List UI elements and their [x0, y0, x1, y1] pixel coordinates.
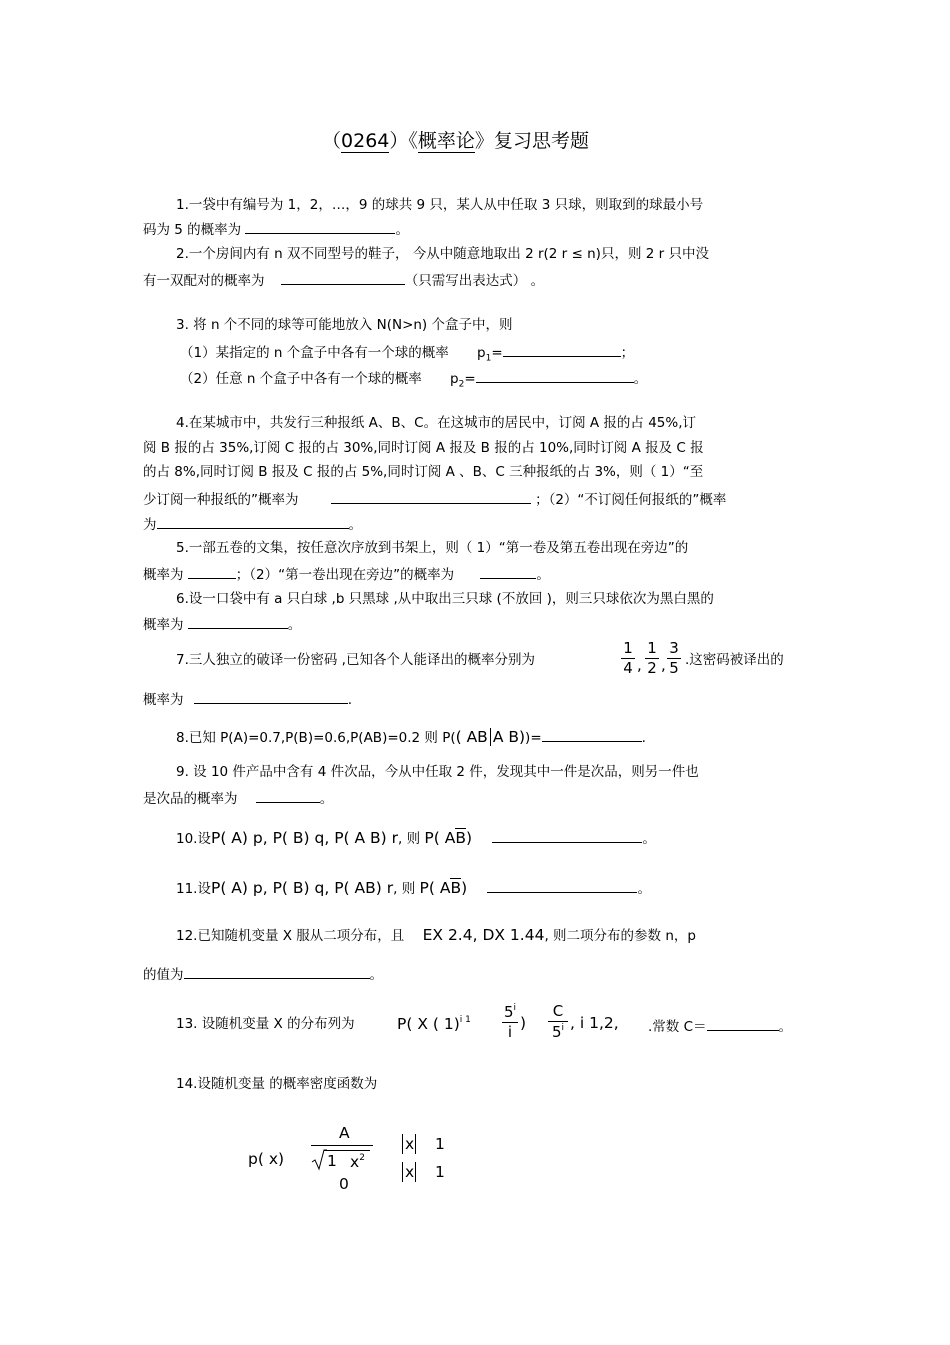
q7-line1b: .这密码被译出的: [685, 652, 784, 668]
q2-answer-blank[interactable]: [281, 272, 405, 285]
q10-answer-blank[interactable]: [492, 830, 642, 843]
q3-p2-eq: =: [464, 371, 476, 387]
q12-answer-blank[interactable]: [184, 966, 370, 979]
q4-end: 。: [348, 517, 362, 533]
q14-abs2-x: x: [405, 1163, 415, 1181]
q8-expr1: ( AB: [455, 728, 488, 746]
sqrt-icon-stroke: [312, 1150, 327, 1169]
q3-p1-sub: 1: [485, 353, 492, 364]
q5-line2a: 概率为: [143, 567, 184, 583]
q13-tail-line: [648, 1018, 792, 1035]
q4-line4b: ；（2）“不订阅任何报纸的”概率: [535, 492, 727, 508]
title-rest: 复习思考题: [493, 130, 589, 152]
q13-tail: .常数 C＝: [648, 1019, 707, 1035]
q14-sqrt-b: [350, 1154, 365, 1171]
q13-frac1-den: i: [507, 1023, 513, 1041]
q14-px: p( x): [248, 1150, 285, 1168]
q10-lead: 10.设: [176, 831, 211, 847]
q10-mid: , 则: [398, 831, 421, 847]
q7-line2: [143, 691, 352, 708]
q8-expr2: A B): [492, 728, 526, 746]
q7-fraction-2: [645, 641, 659, 676]
q12-line1a: 12.已知随机变量 X 服从二项分布，且: [176, 928, 405, 944]
q7-line1a: 7.三人独立的破译一份密码 ,已知各个人能译出的概率分别为: [176, 652, 535, 668]
q10-expr2c: ): [466, 829, 473, 847]
q2-line2: [143, 272, 544, 289]
q13-frac1-num: [504, 1003, 516, 1021]
q7-comma-2: ,: [661, 656, 666, 674]
q7-fraction-3: [667, 641, 681, 676]
q9-line2: [143, 790, 333, 807]
q11-answer-blank[interactable]: [487, 880, 637, 893]
q14-sqrt-a: 1: [327, 1152, 337, 1170]
q3-sub1: [180, 344, 634, 364]
q3-sub1-text: （1）某指定的 n 个盒子中各有一个球的概率: [180, 345, 449, 361]
q14-frac-bar: [311, 1145, 373, 1146]
q4-line3: 的占 8%,同时订阅 B 报及 C 报的占 5%,同时订阅 A 、B、C 三种报纸的占 3%，则（ 1）“至: [143, 464, 704, 480]
q8-answer-blank[interactable]: [542, 729, 642, 742]
title-book-close: 》: [474, 130, 494, 152]
q4-answer-blank-1[interactable]: [331, 491, 531, 504]
q12-expr: EX 2.4, DX 1.44: [422, 926, 545, 944]
q1-line1: 1.一袋中有编号为 1，2，…，9 的球共 9 只，某人从中任取 3 只球，则取到的球最小号: [176, 197, 704, 213]
q13-lead: 13. 设随机变量 X 的分布列为: [176, 1016, 355, 1032]
q6-answer-blank[interactable]: [188, 616, 288, 629]
q12-line1: [176, 928, 696, 944]
q8-end: .: [641, 730, 646, 746]
q12-line2-text: 的值为: [143, 967, 184, 983]
q2-end: （只需写出表达式） 。: [404, 273, 545, 289]
q14-abs1-right: [415, 1134, 416, 1154]
q3-line1: 3. 将 n 个不同的球等可能地放入 N(N>n) 个盒子中，则: [176, 317, 513, 333]
q3-p1-eq: =: [491, 345, 503, 361]
q5-end: 。: [536, 567, 550, 583]
q11-expr2b: B: [450, 879, 462, 897]
q13-frac2-den-base: 5: [551, 1023, 562, 1041]
q14-abs1-val: 1: [435, 1135, 445, 1153]
q14-sqrt-b-sup: 2: [359, 1153, 365, 1163]
q14-abs2-val: 1: [435, 1163, 445, 1181]
q7-frac3-num: 3: [669, 639, 679, 657]
q7-frac3-den: 5: [669, 659, 679, 677]
title-book-open: 《: [408, 130, 418, 152]
q8-bar: [490, 728, 491, 746]
q13-frac1-num-base: 5: [503, 1003, 514, 1021]
q4-line5: [143, 516, 362, 533]
q6-line2: [143, 616, 301, 633]
q13-close: ): [520, 1014, 527, 1032]
q11-expr2a: P( A: [419, 879, 451, 897]
q10-end: 。: [642, 831, 656, 847]
course-code: 0264: [341, 130, 390, 152]
q13-frac2-den-sup: i: [561, 1023, 565, 1033]
q3-sub2-end: 。: [633, 371, 648, 387]
q13-frac1-num-sup: i: [513, 1003, 517, 1013]
q9-line1: 9. 设 10 件产品中含有 4 件次品，今从中任取 2 件，发现其中一件是次品，则另一件也: [176, 764, 699, 780]
q13-expr-b: , i 1,2,: [570, 1014, 619, 1032]
q11-expr2c: ): [461, 879, 468, 897]
q13-answer-blank[interactable]: [707, 1018, 779, 1031]
q9-answer-blank[interactable]: [256, 790, 320, 803]
q3-answer-blank-2[interactable]: [476, 370, 634, 383]
q12-end: 。: [369, 967, 383, 983]
q13-fraction-1: [502, 1004, 518, 1040]
q14-numerator: A: [339, 1124, 350, 1142]
q3-sub2: [180, 370, 647, 390]
q7-fraction-1: [621, 641, 635, 676]
q13-frac2-num: C: [552, 1002, 564, 1020]
page-title: [322, 132, 589, 151]
q4-answer-blank-2[interactable]: [157, 516, 349, 529]
q5-answer-blank-2[interactable]: [480, 566, 536, 579]
q6-line1: 6.设一口袋中有 a 只白球 ,b 只黑球 ,从中取出三只球 (不放回 )，则三只球依次为黑白黑的: [176, 591, 714, 607]
q11-line: [176, 880, 651, 897]
q3-sub1-end: ；: [620, 345, 635, 361]
q14-abs2-right: [415, 1162, 416, 1182]
q9-end: 。: [319, 791, 334, 807]
q3-p2-letter: p: [450, 371, 459, 387]
q3-answer-blank-1[interactable]: [503, 344, 621, 357]
q7-comma-1: ,: [637, 656, 642, 674]
q2-line1: 2.一个房间内有 n 双不同型号的鞋子， 今从中随意地取出 2 r(2 r ≤ n)只，则 2 r 只中没: [176, 246, 709, 262]
q10-line: [176, 830, 656, 847]
q13-expr-a: [397, 1016, 471, 1033]
q5-answer-blank-1[interactable]: [188, 566, 236, 579]
title-paren-close: ）: [389, 130, 409, 152]
q10-expr2b: B: [455, 829, 466, 847]
q1-end: 。: [395, 222, 409, 238]
q14-sqrt-b-base: x: [350, 1153, 360, 1171]
q14-line1: 14.设随机变量 的概率密度函数为: [176, 1076, 378, 1092]
q2-line2-text: 有一双配对的概率为: [143, 273, 265, 289]
q7-frac1-den: 4: [623, 659, 633, 677]
q12-line1b: , 则二项分布的参数 n，p: [544, 928, 696, 944]
q9-line2-text: 是次品的概率为: [143, 791, 238, 807]
q7-frac2-num: 1: [647, 639, 657, 657]
q12-line2: [143, 966, 383, 983]
q4-line1: 4.在某城市中，共发行三种报纸 A、B、C。在这城市的居民中，订阅 A 报的占 45%,订: [176, 415, 696, 431]
q4-line4a: 少订阅一种报纸的”概率为: [143, 492, 299, 508]
q13-fraction-2: [548, 1004, 568, 1040]
q11-mid: , 则: [393, 881, 416, 897]
q1-line2-text: 码为 5 的概率为: [143, 222, 242, 238]
q7-frac1-num: 1: [623, 639, 633, 657]
q14-abs1-x: x: [405, 1135, 415, 1153]
q5-line2b: ；（2）“第一卷出现在旁边”的概率为: [235, 567, 455, 583]
q14-sqrt-overline: [324, 1150, 370, 1151]
q7-line2-text: 概率为: [143, 692, 184, 708]
q11-lead: 11.设: [176, 881, 211, 897]
q14-zero: 0: [339, 1175, 349, 1193]
q8-lead: 8.已知 P(A)=0.7,P(B)=0.6,P(AB)=0.2 则 P(: [176, 730, 456, 746]
q6-line2-text: 概率为: [143, 617, 184, 633]
q3-p2: [450, 371, 476, 390]
q3-p2-sub: 2: [458, 379, 465, 390]
q8-line: [176, 728, 646, 746]
q13-expr-a-text: P( X ( 1): [397, 1015, 460, 1033]
q5-line1: 5.一部五卷的文集，按任意次序放到书架上，则（ 1）“第一卷及第五卷出现在旁边”的: [176, 540, 689, 556]
q3-p1-letter: p: [477, 345, 486, 361]
q6-end: 。: [287, 617, 302, 633]
q11-expr: P( A) p, P( B) q, P( AB) r: [210, 879, 394, 897]
course-name: 概率论: [417, 130, 475, 152]
title-paren-open: （: [322, 130, 342, 152]
q7-frac2-den: 2: [647, 659, 657, 677]
q8-tail: )=: [525, 730, 542, 746]
q3-p1: [477, 345, 503, 364]
q10-expr2a: P( A: [424, 829, 456, 847]
q4-line5-text: 为: [143, 517, 157, 533]
q13-frac2-den: [552, 1023, 564, 1041]
q14-abs2-left: [402, 1162, 403, 1182]
q13-end: 。: [778, 1019, 793, 1035]
q7-end: .: [347, 692, 353, 708]
q4-line4: [143, 491, 726, 508]
q14-abs1-left: [402, 1134, 403, 1154]
q13-sup-a: i 1: [459, 1015, 471, 1025]
q1-line2: [143, 221, 409, 238]
q11-end: 。: [637, 881, 651, 897]
sqrt-icon: [311, 1149, 327, 1171]
q7-answer-blank[interactable]: [194, 691, 348, 704]
q5-line2: [143, 566, 550, 583]
q3-sub2-text: （2）任意 n 个盒子中各有一个球的概率: [180, 371, 422, 387]
q4-line2: 阅 B 报的占 35%,订阅 C 报的占 30%,同时订阅 A 报及 B 报的占 10%,同时订阅 A 报及 C 报: [143, 440, 704, 456]
q13-frac2-bar: [548, 1021, 568, 1022]
q1-answer-blank[interactable]: [245, 221, 395, 234]
q10-expr: P( A) p, P( B) q, P( A B) r: [210, 829, 399, 847]
